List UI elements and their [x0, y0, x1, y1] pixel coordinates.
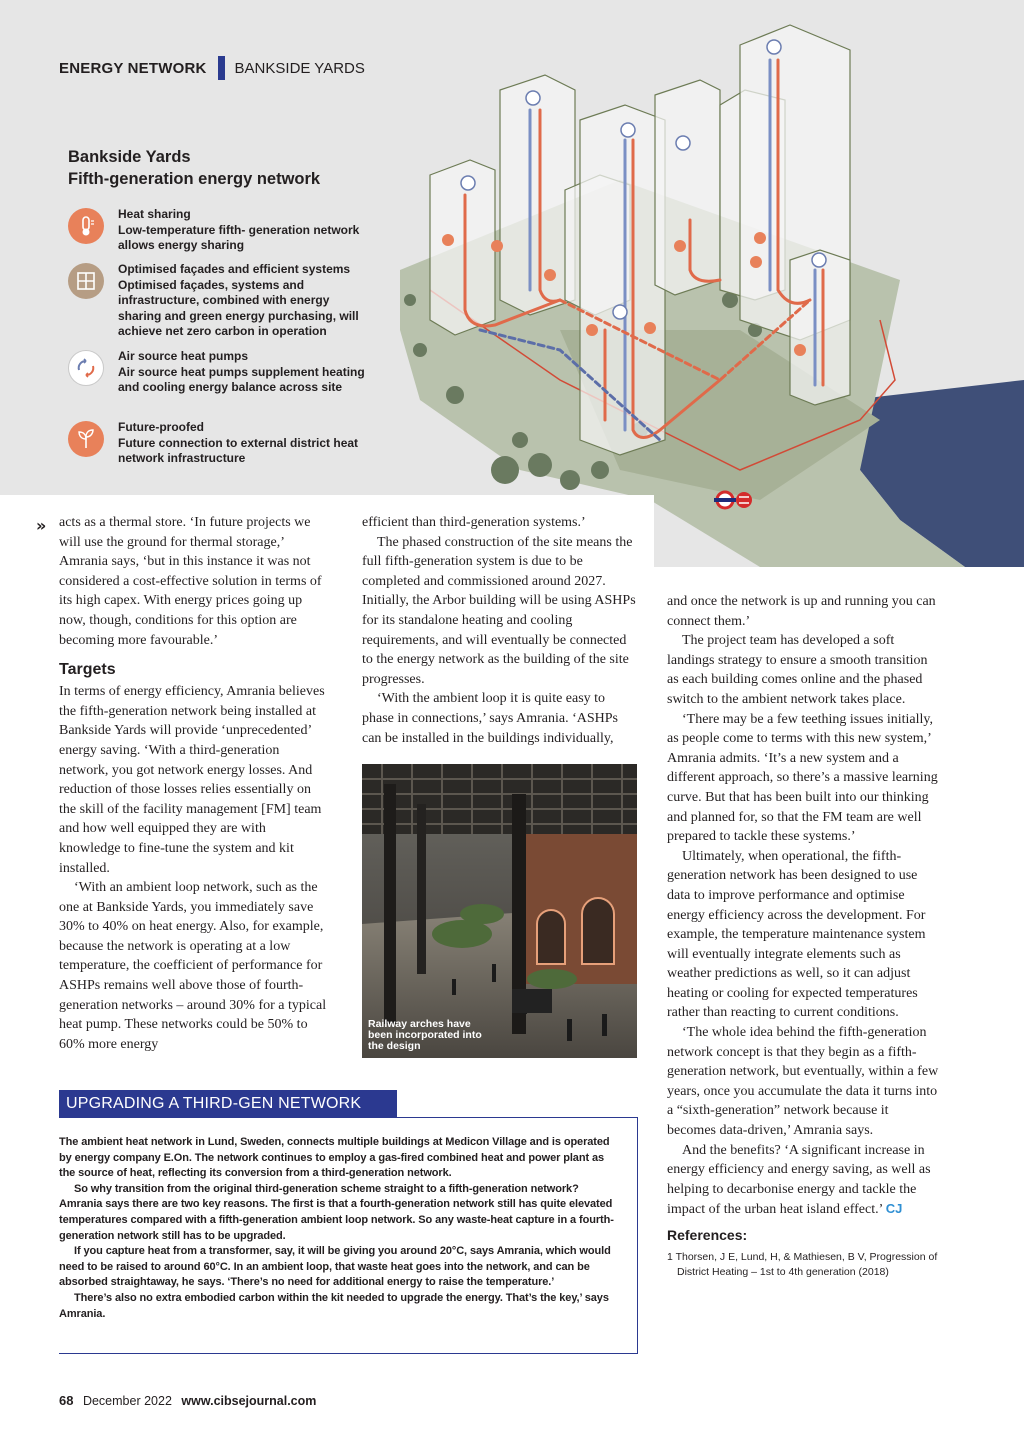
references-heading: References: — [667, 1227, 748, 1243]
paragraph: ‘The whole idea behind the fifth-generation network concept is that they begin as a fifth-generation network, but eventually, within a few years, once you accumulate the data it turns into a “sixth-generation” network because it becomes data-driven,’ Amrania says. — [667, 1025, 939, 1139]
section-label: ENERGY NETWORK — [59, 59, 207, 77]
issue-date: December 2022 — [82, 1394, 172, 1408]
paragraph: acts as a thermal store. ‘In future projects we will use the ground for thermal storage,’ Amrania says, ‘but in this instance it was not considered a cost-effective solution in terms of its high capex. With energy prices going up now, though, conditions for this option are becoming more favourable.’ — [59, 515, 322, 648]
reference-item: 1 Thorsen, J E, Lund, H, & Mathiesen, B V, Progression of District Heating – 1st to 4th generation (2018) — [667, 1250, 938, 1278]
paragraph: In terms of energy efficiency, Amrania believes the fifth-generation network being installed at Bankside Yards will provide ‘unprecedented’ energy saving. ‘With a third-generation network, you got network energy losses. And reduction of those losses relies essentially on the skill of the facility management [FM] team and how well equipped they are with knowledge to fine-tune the system and kit installed. — [59, 684, 325, 876]
page-footer — [59, 1393, 316, 1408]
legend-item-text: Future connection to external district heat network infrastructure — [118, 435, 359, 465]
box-paragraph: There’s also no extra embodied carbon within the kit needed to upgrade the energy. That’s the key,’ says Amrania. — [59, 1291, 609, 1320]
box-paragraph: If you capture heat from a transformer, say, it will be giving you around 20°C, says Amrania, which would need to be raised to around 60°C. In an ambient loop, that waste heat goes into the network, and can be absorbed straightaway, he says. ‘There’s no need for additional energy to raise the temperature.’ — [59, 1245, 611, 1289]
legend-item-text: Air source heat pumps supplement heating and cooling energy balance across site — [118, 364, 365, 394]
paragraph: The project team has developed a soft landings strategy to ensure a smooth transition as each building comes online and the phased switch to the ambient network takes place. — [667, 633, 928, 707]
paragraph: and once the network is up and running you can connect them.’ — [667, 594, 936, 629]
website-url: www.cibsejournal.com — [181, 1394, 317, 1408]
continued-arrow-icon: » — [36, 516, 47, 535]
legend-item-title: Heat sharing — [118, 207, 191, 221]
paragraph: ‘There may be a few teething issues initially, as people come to terms with this new system,’ Amrania admits. ‘It’s a new system and a different approach, so there’s a massive learning curve. But that has been built into our thinking and planned for, so that the FM team are well prepared to tackle these systems.’ — [667, 711, 938, 845]
paragraph: Ultimately, when operational, the fifth-generation network has been designed to use data to improve performance and optimise energy efficiency across the development. For example, the temperature maintenance system will eventually integrate elements such as weather predictions as well, so it can adjust heating or cooling for expected temperatures rather than reacting to current conditions. — [667, 848, 926, 1021]
paragraph: ‘With the ambient loop it is quite easy to phase in connections,’ says Amrania. ‘ASHPs can be installed in the buildings individually, — [362, 691, 618, 746]
page-number: 68 — [59, 1393, 74, 1408]
box-title: UPGRADING A THIRD-GEN NETWORK — [59, 1090, 397, 1118]
paragraph: And the benefits? ‘A significant increase in energy efficiency and energy saving, as well as helping to decarbonise energy and tackle the impact of the urban heat island effect.’ — [667, 1142, 931, 1218]
column-3 — [667, 592, 941, 1280]
column-1 — [59, 513, 327, 1054]
sprout-icon — [68, 421, 104, 457]
paragraph: efficient than third-generation systems.’ — [362, 515, 586, 530]
section-divider — [218, 56, 225, 80]
legend-item-title: Future-proofed — [118, 420, 204, 434]
box-paragraph: The ambient heat network in Lund, Sweden, connects multiple buildings at Medicon Village and is operated by energy company E.On. The network continues to employ a gas-fired combined heat and power plant as the source of heat, reflecting its conversion from a third-generation network. — [59, 1136, 610, 1180]
section-header — [59, 56, 365, 80]
legend-subheading: Fifth-generation energy network — [68, 170, 321, 188]
subheading-targets: Targets — [59, 661, 116, 679]
legend-item-text: Optimised façades, systems and infrastructure, combined with energy sharing and green energy purchasing, will achieve net zero carbon in operation — [118, 277, 359, 338]
paragraph: The phased construction of the site means the full fifth-generation system is due to be completed and commissioned around 2027. Initially, the Arbor building will be using ASHPs for its standalone heating and cooling requirements, and will eventually be connected to the energy network as the building of the site progresses. — [362, 534, 636, 687]
legend-item-title: Air source heat pumps — [118, 349, 249, 363]
photo-caption: Railway arches have been incorporated into the design — [368, 1018, 482, 1052]
legend-item-title: Optimised façades and efficient systems — [118, 262, 351, 276]
box-text — [59, 1135, 619, 1322]
legend-heading: Bankside Yards — [68, 148, 191, 166]
legend-title — [68, 146, 320, 190]
box-paragraph: So why transition from the original third-generation scheme straight to a fifth-generation network? Amrania says there are two key reasons. The first is that a fourth-generation network still has quite elevated temperatures compared with a fifth-generation ambient loop network. So any waste-heat capture in a fourth-generation network still has to be upgraded. — [59, 1182, 614, 1242]
paragraph: ‘With an ambient loop network, such as the one at Bankside Yards, you immediately save 30% to 40% on heat energy. Also, for example, because the network is operating at a low temperature, the coefficient of performance for ASHPs remains well above those of fourth-generation networks – around 30% for a typical heat pump. These networks could be 50% to 60% more energy — [59, 880, 327, 1052]
railway-arches-photo — [362, 764, 637, 1058]
author-initials: CJ — [885, 1201, 903, 1217]
facade-window-icon — [68, 263, 104, 299]
legend-item-text: Low-temperature fifth- generation network allows energy sharing — [118, 222, 360, 252]
subsection-label: BANKSIDE YARDS — [234, 59, 365, 77]
heat-pump-icon — [68, 350, 104, 386]
column-2 — [362, 513, 638, 748]
railway-arches-image — [362, 764, 637, 1058]
thermometer-icon — [68, 208, 104, 244]
